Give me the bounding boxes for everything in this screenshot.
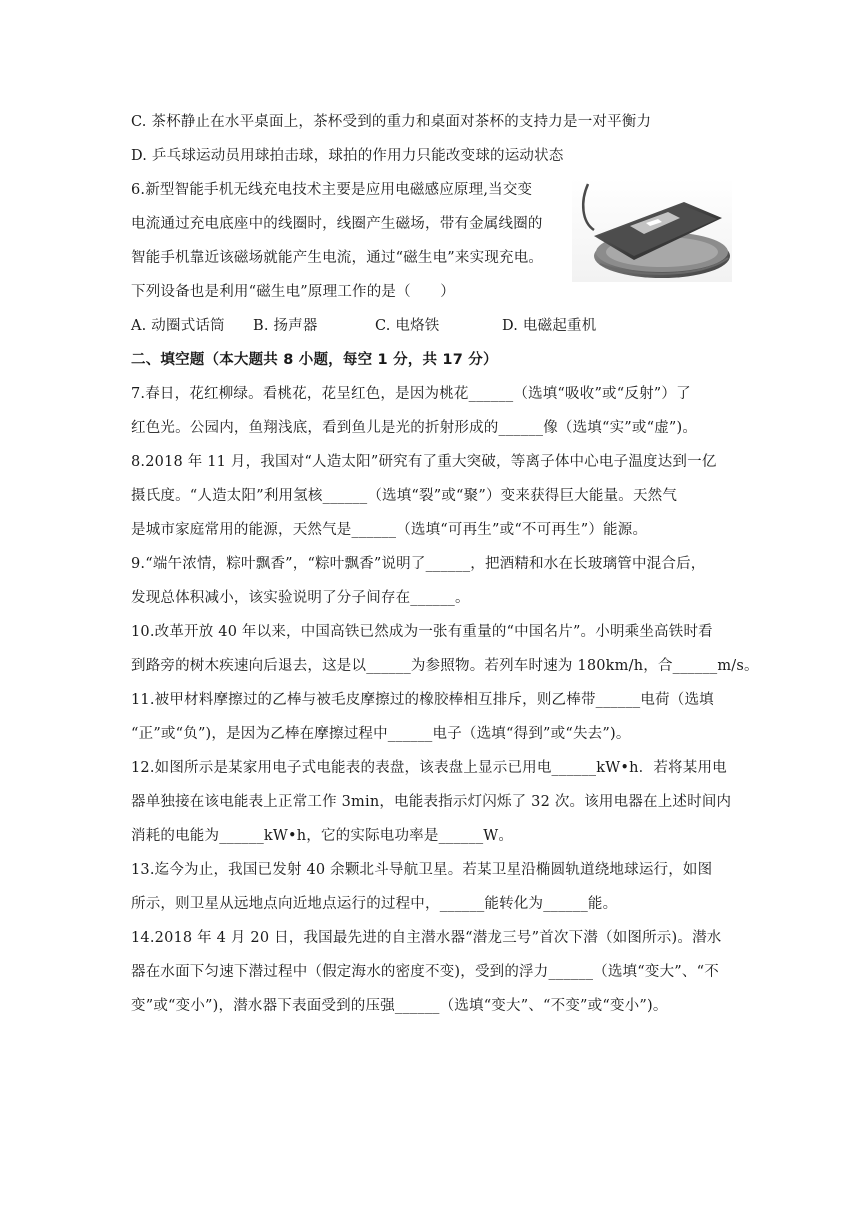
question-11-line-1: 11.被甲材料摩擦过的乙棒与被毛皮摩擦过的橡胶棒相互排斥，则乙棒带______电荷（选填 (131, 692, 714, 708)
option-d-q5: D. 乒乓球运动员用球拍击球，球拍的作用力只能改变球的运动状态 (131, 148, 564, 164)
question-8-line-2: 摄氏度。“人造太阳”利用氢核______（选填“裂”或“聚”）变来获得巨大能量。天然气 (131, 488, 678, 504)
question-12-line-2: 器单独接在该电能表上正常工作 3min，电能表指示灯闪烁了 32 次。该用电器在上述时间内 (131, 794, 732, 810)
question-14-line-2: 器在水面下匀速下潜过程中（假定海水的密度不变)，受到的浮力______（选填“变大”、“不 (131, 964, 719, 980)
wireless-charging-phone-image (572, 178, 732, 282)
section-heading-fill-blank: 二、填空题（本大题共 8 小题，每空 1 分，共 17 分） (131, 352, 498, 368)
question-12-line-3: 消耗的电能为______kW•h，它的实际电功率是______W。 (131, 828, 514, 844)
question-6-line-4: 下列设备也是利用“磁生电”原理工作的是（ ） (131, 284, 455, 300)
option-b: B. 扬声器 (253, 318, 318, 334)
option-a: A. 动圈式话筒 (131, 318, 225, 334)
question-6-line-2: 电流通过充电底座中的线圈时，线圈产生磁场，带有金属线圈的 (131, 216, 543, 232)
question-12-line-1: 12.如图所示是某家用电子式电能表的表盘，该表盘上显示已用电______kW•h．若将某用电 (131, 760, 727, 776)
question-8-line-3: 是城市家庭常用的能源，天然气是______（选填“可再生”或“不可再生”）能源。 (131, 522, 648, 538)
question-6-line-3: 智能手机靠近该磁场就能产生电流，通过“磁生电”来实现充电。 (131, 250, 544, 266)
question-13-line-1: 13.迄今为止，我国已发射 40 余颗北斗导航卫星。若某卫星沿椭圆轨道绕地球运行，如图 (131, 862, 713, 878)
question-9-line-2: 发现总体积减小，该实验说明了分子间存在______。 (131, 590, 470, 606)
question-14-line-1: 14.2018 年 4 月 20 日，我国最先进的自主潜水器“潜龙三号”首次下潜（如图所示)。潜水 (131, 930, 722, 946)
question-8-line-1: 8.2018 年 11 月，我国对“人造太阳”研究有了重大突破，等离子体中心电子温度达到一亿 (131, 454, 717, 470)
question-7-line-2: 红色光。公园内，鱼翔浅底，看到鱼儿是光的折射形成的______像（选填“实”或“虚”)。 (131, 420, 698, 436)
option-c-q5: C. 茶杯静止在水平桌面上，茶杯受到的重力和桌面对茶杯的支持力是一对平衡力 (131, 114, 652, 130)
question-11-line-2: “正”或“负”)，是因为乙棒在摩擦过程中______电子（选填“得到”或“失去”)。 (131, 726, 631, 742)
option-d: D. 电磁起重机 (502, 318, 597, 334)
question-10-line-2: 到路旁的树木疾速向后退去，这是以______为参照物。若列车时速为 180km/h，合______m/s。 (131, 658, 759, 674)
question-7-line-1: 7.春日，花红柳绿。看桃花，花呈红色，是因为桃花______（选填“吸收”或“反射”）了 (131, 386, 691, 402)
question-10-line-1: 10.改革开放 40 年以来，中国高铁已然成为一张有重量的“中国名片”。小明乘坐高铁时看 (131, 624, 713, 640)
question-6-options (131, 316, 596, 336)
option-c: C. 电烙铁 (375, 318, 440, 334)
question-9-line-1: 9.“端午浓情，粽叶飘香”，“粽叶飘香”说明了______，把酒精和水在长玻璃管中混合后， (131, 556, 706, 572)
question-13-line-2: 所示，则卫星从远地点向近地点运行的过程中，______能转化为______能。 (131, 896, 618, 912)
question-6-line-1: 6.新型智能手机无线充电技术主要是应用电磁感应原理,当交变 (131, 182, 533, 198)
question-14-line-3: 变”或“变小”)，潜水器下表面受到的压强______（选填“变大”、“不变”或“变小”)。 (131, 998, 668, 1014)
